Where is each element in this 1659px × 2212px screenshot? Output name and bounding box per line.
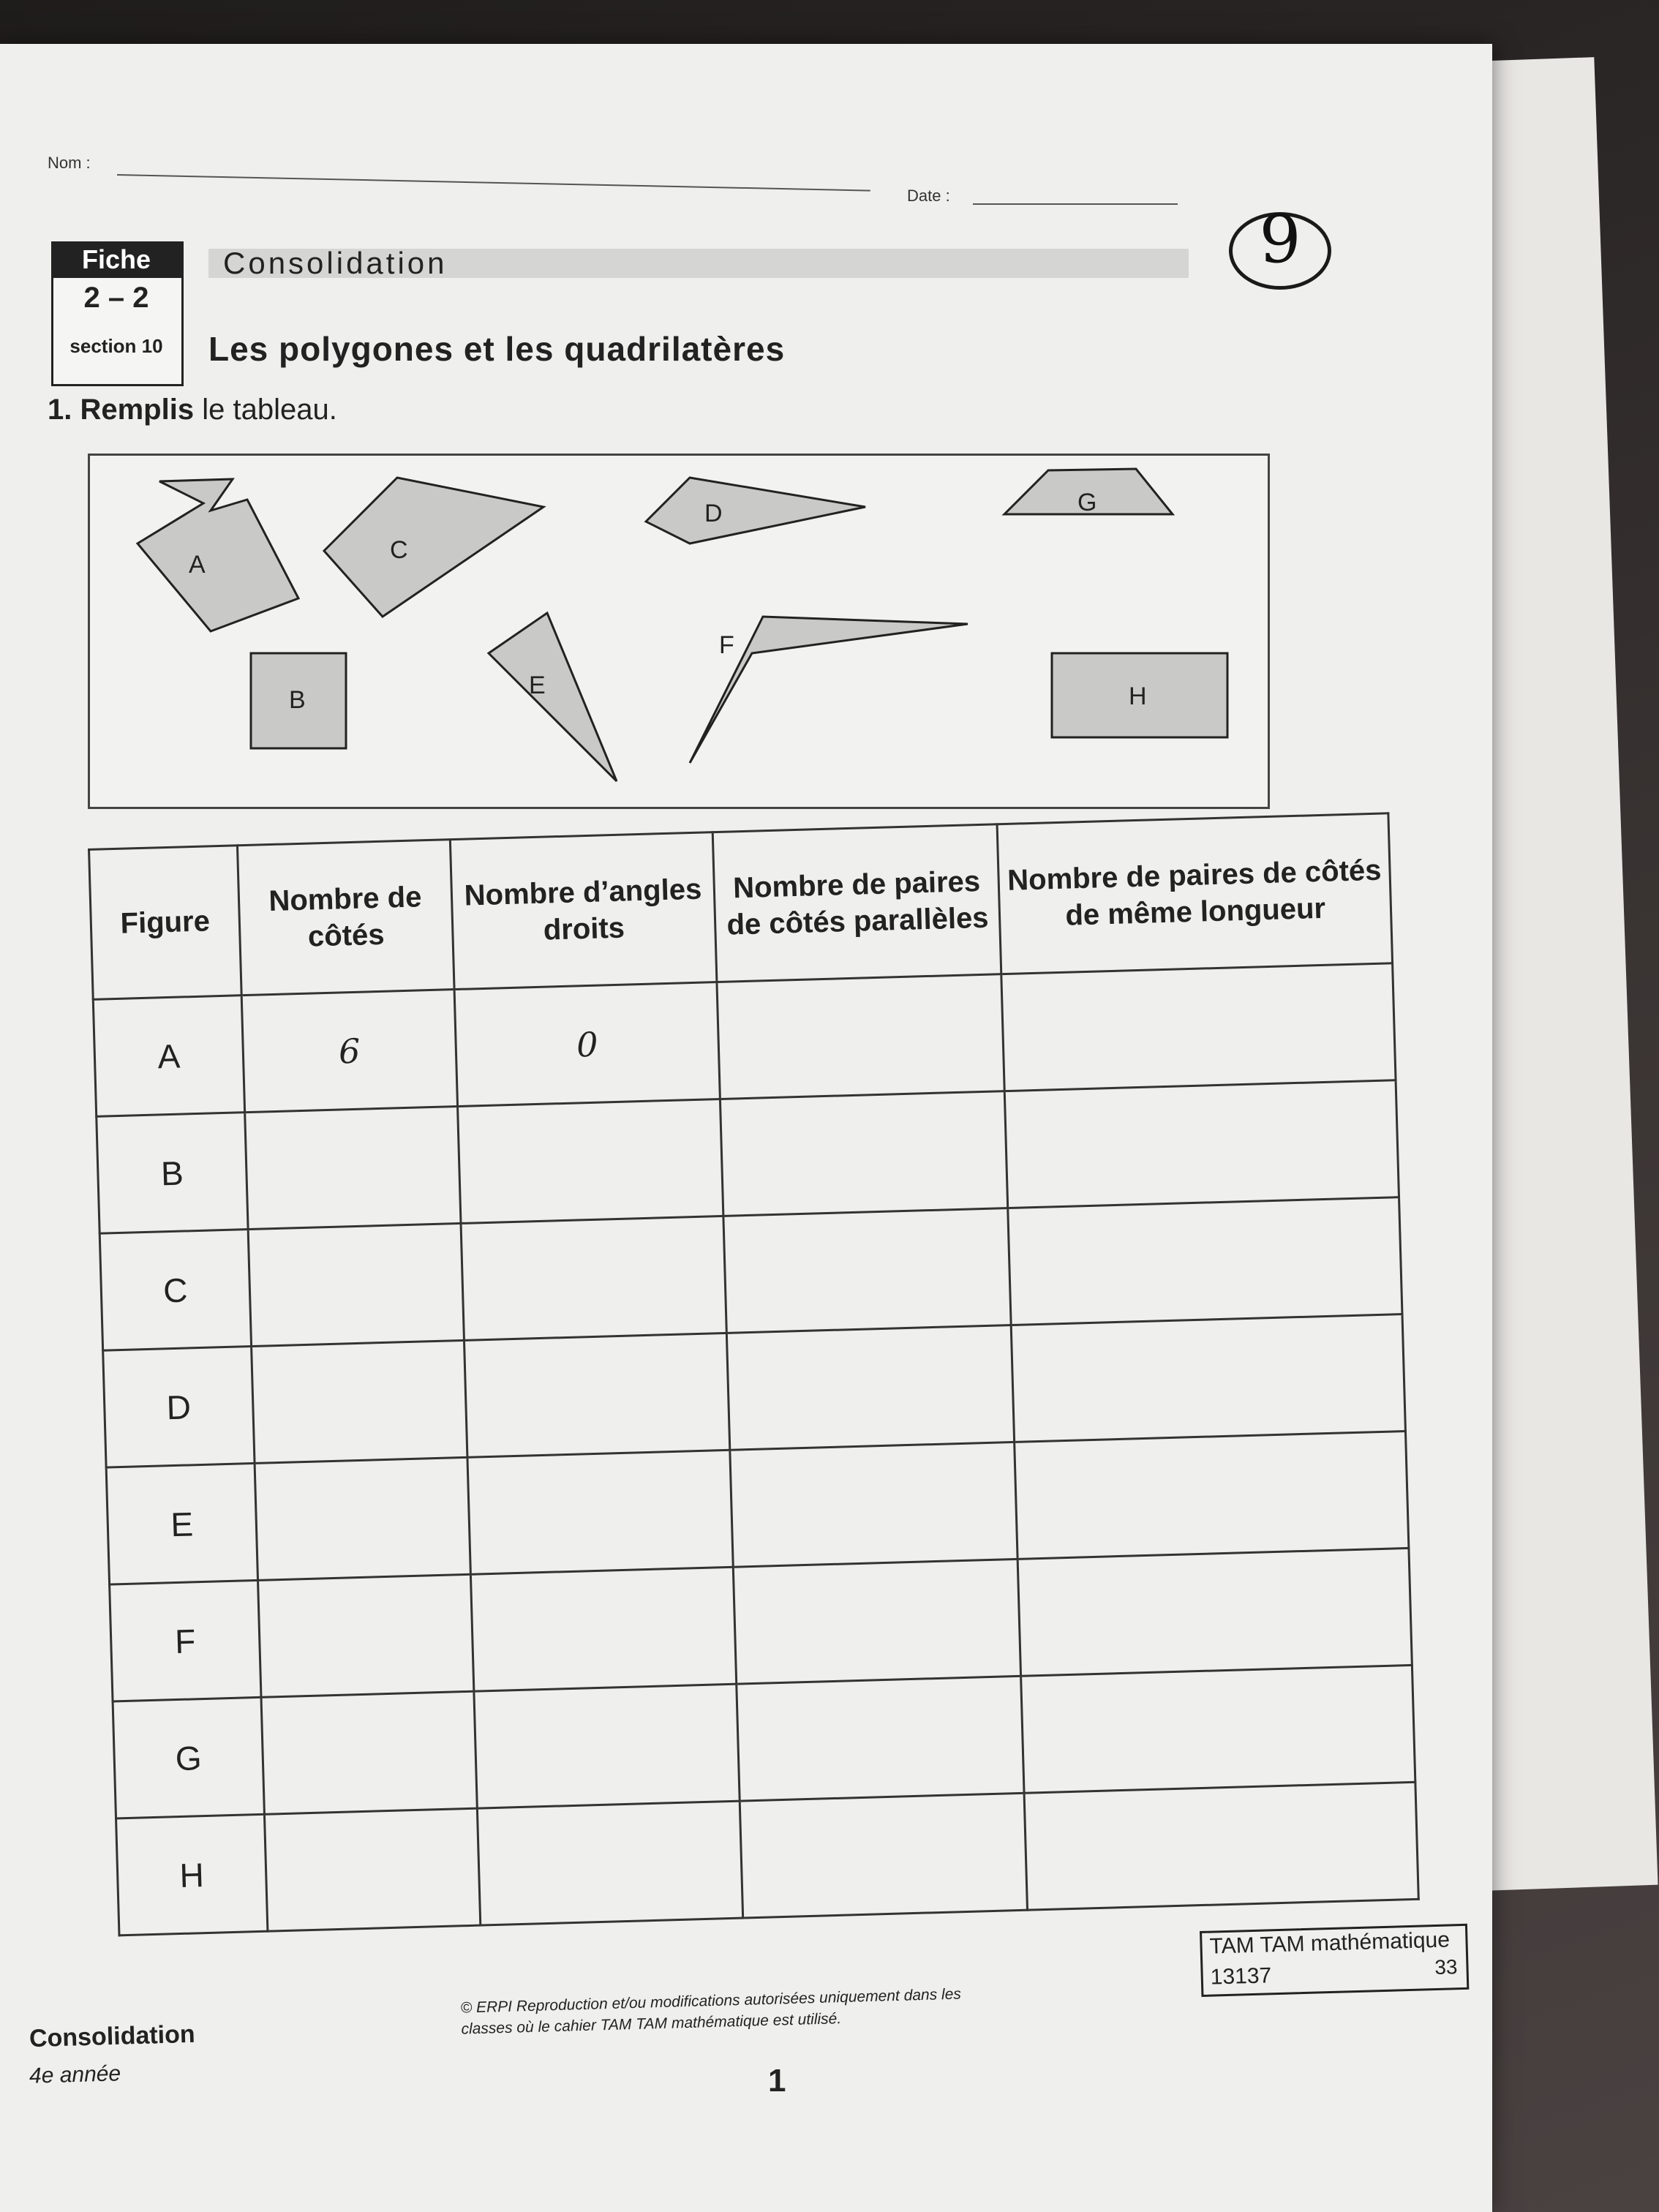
tam-title: TAM TAM mathématique xyxy=(1209,1927,1451,1959)
cell-longueur[interactable] xyxy=(1021,1665,1415,1793)
cell-angles[interactable] xyxy=(464,1333,730,1457)
cell-paralleles[interactable] xyxy=(717,974,1004,1099)
cell-longueur[interactable] xyxy=(1005,1080,1399,1208)
shape-c xyxy=(324,478,543,617)
shape-label-a: A xyxy=(189,551,206,579)
shape-label-h: H xyxy=(1129,682,1147,710)
row-figure: D xyxy=(103,1347,255,1468)
cell-longueur[interactable] xyxy=(1012,1314,1406,1442)
col-header-paralleles: Nombre de paires de côtés parallèles xyxy=(712,824,1001,982)
shape-label-e: E xyxy=(529,672,546,699)
fiche-section: section 10 xyxy=(69,335,163,357)
col-header-angles: Nombre d’angles droits xyxy=(450,832,717,990)
footer-grade: 4e année xyxy=(29,2061,121,2088)
shape-label-b: B xyxy=(289,686,306,714)
cell-cotes[interactable] xyxy=(255,1457,470,1580)
cell-cotes[interactable] xyxy=(251,1340,467,1463)
cell-cotes[interactable] xyxy=(264,1808,480,1931)
tam-code: 13137 xyxy=(1210,1963,1272,1990)
cell-angles[interactable] xyxy=(461,1216,727,1340)
figures-box xyxy=(88,454,1270,809)
cell-longueur[interactable] xyxy=(1001,963,1396,1091)
cell-paralleles[interactable] xyxy=(730,1442,1017,1567)
cell-longueur[interactable] xyxy=(1015,1432,1409,1560)
question-text: le tableau. xyxy=(202,394,337,426)
footer-consolidation: Consolidation xyxy=(29,2020,196,2053)
cell-paralleles[interactable] xyxy=(721,1091,1008,1216)
footer-copyright: © ERPI Reproduction et/ou modifications autorisées uniquement dans les classes où le cahier TAM TAM mathématique est utilisé. xyxy=(460,1985,962,2038)
cell-paralleles[interactable] xyxy=(737,1676,1024,1801)
nom-label: Nom : xyxy=(48,154,91,172)
tam-tam-box xyxy=(1200,1924,1469,1997)
shape-label-f: F xyxy=(719,631,734,659)
tam-page-number: 33 xyxy=(1434,1955,1458,1979)
fiche-label: Fiche xyxy=(51,241,181,278)
cell-cotes[interactable]: 6 xyxy=(241,990,457,1113)
col-header-cotes: Nombre de côtés xyxy=(237,840,454,996)
row-figure: B xyxy=(97,1113,248,1234)
cell-longueur[interactable] xyxy=(1018,1548,1412,1676)
col-header-longueur: Nombre de paires de côtés de même longueur xyxy=(997,813,1392,974)
cell-cotes[interactable] xyxy=(261,1691,477,1814)
page-title: Les polygones et les quadrilatères xyxy=(208,330,786,368)
cell-angles[interactable]: 0 xyxy=(454,982,721,1107)
cell-angles[interactable] xyxy=(457,1099,723,1223)
cell-paralleles[interactable] xyxy=(727,1325,1015,1451)
shape-d xyxy=(646,478,865,543)
cell-angles[interactable] xyxy=(470,1567,737,1691)
answer-table xyxy=(88,812,1420,1936)
nom-line xyxy=(117,174,870,192)
row-figure: G xyxy=(113,1697,264,1818)
row-figure: A xyxy=(93,996,244,1117)
page-number: 1 xyxy=(768,2063,786,2099)
cell-cotes[interactable] xyxy=(244,1107,460,1230)
question-number: 1. xyxy=(48,394,72,426)
question-1 xyxy=(48,394,337,426)
row-figure: H xyxy=(116,1814,268,1936)
row-figure: C xyxy=(99,1230,251,1351)
date-line xyxy=(973,203,1178,205)
cell-longueur[interactable] xyxy=(1008,1197,1402,1325)
handwritten-score: 9 xyxy=(1259,201,1301,278)
shape-a xyxy=(138,479,298,631)
date-label: Date : xyxy=(907,187,950,205)
question-verb: Remplis xyxy=(80,394,195,426)
cell-cotes[interactable] xyxy=(257,1574,473,1697)
shape-label-c: C xyxy=(390,536,408,564)
cell-longueur[interactable] xyxy=(1024,1782,1418,1910)
shape-e xyxy=(489,613,617,781)
row-figure: F xyxy=(110,1580,261,1701)
worksheet-page xyxy=(0,44,1492,2212)
shape-label-d: D xyxy=(704,500,723,527)
cell-angles[interactable] xyxy=(467,1450,734,1574)
cell-paralleles[interactable] xyxy=(734,1559,1021,1684)
fiche-number: 2 – 2 xyxy=(83,282,149,314)
cell-paralleles[interactable] xyxy=(740,1793,1027,1918)
col-header-figure: Figure xyxy=(89,846,241,1000)
cell-cotes[interactable] xyxy=(248,1223,464,1346)
consolidation-label: Consolidation xyxy=(223,246,448,280)
row-figure: E xyxy=(106,1463,257,1584)
cell-paralleles[interactable] xyxy=(723,1208,1011,1333)
cell-angles[interactable] xyxy=(477,1801,743,1925)
cell-angles[interactable] xyxy=(474,1684,740,1808)
shape-label-g: G xyxy=(1077,489,1097,516)
